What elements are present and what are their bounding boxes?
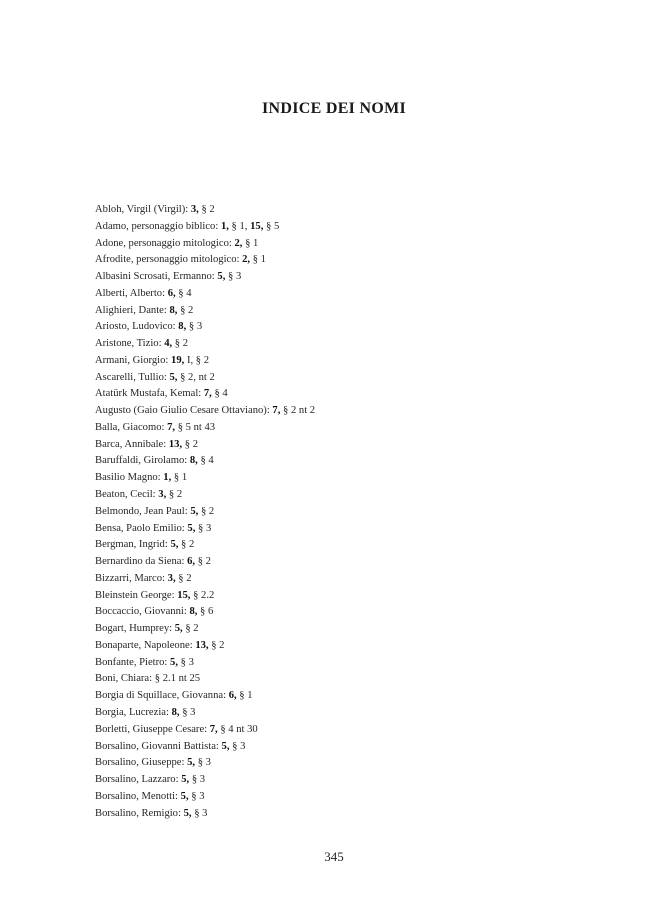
entry-section-ref: § 3 <box>182 706 196 718</box>
entry-chapter-ref: 7, <box>272 405 281 417</box>
entry-chapter-ref: 3, <box>167 572 176 584</box>
index-entry <box>95 487 575 504</box>
entry-name: Borletti, Giuseppe Cesare: <box>95 723 208 735</box>
index-entry <box>95 604 575 621</box>
entry-section-ref: § 2, nt 2 <box>180 371 215 383</box>
index-entry <box>95 370 575 387</box>
entry-section-ref: § 4 <box>200 455 214 467</box>
entry-section-ref: § 1 <box>252 254 266 266</box>
entry-section-ref: § 3 <box>197 757 211 769</box>
entry-chapter-ref: 13, <box>168 438 183 450</box>
entry-section-ref: § 2 <box>211 639 225 651</box>
index-entry <box>95 521 575 538</box>
entry-name: Baruffaldi, Girolamo: <box>95 455 188 467</box>
entry-chapter-ref: 8, <box>189 455 198 467</box>
index-entry <box>95 621 575 638</box>
entry-chapter-ref: 5, <box>217 271 226 283</box>
entry-section-ref: § 2 <box>201 204 215 215</box>
index-entry <box>95 437 575 454</box>
entry-name: Basilio Magno: <box>95 472 161 484</box>
index-entry <box>95 202 575 219</box>
entry-name: Bogart, Humprey: <box>95 623 173 635</box>
entry-chapter-ref: 5, <box>170 539 179 551</box>
entry-name: Borsalino, Lazzaro: <box>95 774 179 786</box>
index-entry <box>95 806 575 823</box>
index-entry <box>95 386 575 403</box>
entry-section-ref: § 3 <box>180 656 194 668</box>
entry-section-ref: § 1, <box>231 220 248 232</box>
entry-chapter-ref: 5, <box>221 740 230 752</box>
index-entry <box>95 269 575 286</box>
index-entry <box>95 453 575 470</box>
index-entry <box>95 705 575 722</box>
entry-section-ref: § 2 nt 2 <box>283 405 316 417</box>
index-entry <box>95 571 575 588</box>
entry-name: Aristone, Tizio: <box>95 338 162 350</box>
entry-chapter-ref: 1, <box>163 472 172 484</box>
index-entry <box>95 739 575 756</box>
entry-chapter-ref: 3, <box>190 204 199 215</box>
entry-section-ref: § 2 <box>181 539 195 551</box>
index-entry <box>95 722 575 739</box>
entry-chapter-ref: 8, <box>178 321 187 333</box>
entry-name: Adone, personaggio mitologico: <box>95 237 232 249</box>
index-entry <box>95 236 575 253</box>
entry-name: Bernardino da Siena: <box>95 556 185 568</box>
entry-chapter-ref: 2, <box>234 237 243 249</box>
entry-name: Borgia, Lucrezia: <box>95 706 169 718</box>
entry-chapter-ref: 1, <box>220 220 229 232</box>
page-title: INDICE DEI NOMI <box>261 100 407 117</box>
entry-chapter-ref: 4, <box>164 338 173 350</box>
entry-chapter-ref: 7, <box>203 388 212 400</box>
index-entry <box>95 319 575 336</box>
entry-name: Bonaparte, Napoleone: <box>95 639 193 651</box>
entry-name: Bizzarri, Marco: <box>95 572 166 584</box>
entry-name: Augusto (Gaio Giulio Cesare Ottaviano): <box>95 405 270 417</box>
index-entry <box>95 303 575 320</box>
entry-chapter-ref: 5, <box>180 790 189 802</box>
index-entry <box>95 772 575 789</box>
index-entry <box>95 688 575 705</box>
entry-name: Bensa, Paolo Emilio: <box>95 522 185 534</box>
entry-name: Adamo, personaggio biblico: <box>95 220 219 232</box>
entry-chapter-ref: 5, <box>181 774 190 786</box>
entry-section-ref: § 2 <box>180 304 194 316</box>
entry-name: Balla, Giacomo: <box>95 421 165 433</box>
entry-name: Alighieri, Dante: <box>95 304 167 316</box>
entry-name: Boni, Chiara: <box>95 673 153 685</box>
index-entry <box>95 286 575 303</box>
index-entry <box>95 420 575 437</box>
entry-chapter-ref: 5, <box>190 505 199 517</box>
entry-chapter-ref: 5, <box>174 623 183 635</box>
entry-chapter-ref: 5, <box>187 522 196 534</box>
index-entry <box>95 671 575 688</box>
index-entry <box>95 588 575 605</box>
index-entry <box>95 504 575 521</box>
entry-section-ref: § 1 <box>173 472 188 484</box>
entry-name: Barca, Annibale: <box>95 438 167 450</box>
entry-name: Borsalino, Menotti: <box>95 790 178 802</box>
entry-name: Ascarelli, Tullio: <box>95 371 167 383</box>
entry-section-ref: § 3 <box>194 807 208 819</box>
entry-section-ref: § 3 <box>232 740 246 752</box>
entry-section-ref: § 2 <box>197 556 211 568</box>
entry-chapter-ref: 8, <box>189 606 198 618</box>
entry-section-ref: § 4 <box>178 287 192 299</box>
entry-name: Belmondo, Jean Paul: <box>95 505 188 517</box>
entry-chapter-ref: 7, <box>209 723 218 735</box>
entry-name: Atatürk Mustafa, Kemal: <box>95 388 202 400</box>
entry-chapter-ref: 7, <box>167 421 176 433</box>
entry-section-ref: § 4 <box>214 388 228 400</box>
entry-chapter-ref: 8, <box>169 304 178 316</box>
entry-name: Afrodite, personaggio mitologico: <box>95 254 240 266</box>
entry-section-ref: § 2 <box>184 438 198 450</box>
index-entry <box>95 789 575 806</box>
entry-section-ref: § 1 <box>239 690 253 702</box>
index-entry <box>95 638 575 655</box>
entry-section-ref: I, § 2 <box>186 354 210 366</box>
entry-chapter-ref: 5, <box>170 656 178 668</box>
entry-name: Armani, Giorgio: <box>95 354 169 366</box>
entry-section-ref: § 5 <box>266 220 280 232</box>
entry-chapter-ref: 5, <box>169 371 178 383</box>
index-entry <box>95 554 575 571</box>
name-index-list <box>95 202 575 822</box>
entry-chapter-ref: 6, <box>187 556 196 568</box>
entry-section-ref: § 3 <box>228 271 242 283</box>
entry-section-ref: § 2 <box>178 572 192 584</box>
entry-chapter-ref: 8, <box>171 706 180 718</box>
entry-section-ref: § 2 <box>185 623 199 635</box>
entry-section-ref: § 4 nt 30 <box>220 723 258 735</box>
entry-section-ref: § 2.1 nt 25 <box>154 673 201 685</box>
entry-chapter-ref: 2, <box>242 254 251 266</box>
entry-name: Beaton, Cecil: <box>95 489 156 501</box>
entry-name: Borgia di Squillace, Giovanna: <box>95 690 227 702</box>
page-number: 345 <box>324 849 344 864</box>
index-entry <box>95 353 575 370</box>
index-entry <box>95 537 575 554</box>
entry-chapter-ref: 5, <box>187 757 196 769</box>
entry-chapter-ref: 15, <box>250 220 264 232</box>
index-entry <box>95 655 575 672</box>
entry-section-ref: § 2.2 <box>193 589 215 601</box>
entry-name: Boccaccio, Giovanni: <box>95 606 187 618</box>
entry-name: Borsalino, Giuseppe: <box>95 757 185 769</box>
index-entry <box>95 470 575 487</box>
index-entry <box>95 403 575 420</box>
entry-chapter-ref: 3, <box>158 489 167 501</box>
entry-name: Borsalino, Giovanni Battista: <box>95 740 219 752</box>
entry-section-ref: § 2 <box>174 338 189 350</box>
entry-name: Ariosto, Ludovico: <box>95 321 176 333</box>
entry-name: Abloh, Virgil (Virgil): <box>95 204 189 215</box>
entry-chapter-ref: 13, <box>195 639 209 651</box>
entry-name: Bergman, Ingrid: <box>95 539 168 551</box>
entry-section-ref: § 2 <box>200 505 215 517</box>
entry-chapter-ref: 15, <box>177 589 191 601</box>
index-entry <box>95 252 575 269</box>
entry-name: Bonfante, Pietro: <box>95 656 168 668</box>
entry-section-ref: § 3 <box>188 321 203 333</box>
entry-name: Bleinstein George: <box>95 589 175 601</box>
entry-section-ref: § 6 <box>200 606 214 618</box>
entry-chapter-ref: 19, <box>171 354 185 366</box>
entry-name: Borsalino, Remigio: <box>95 807 181 819</box>
entry-section-ref: § 3 <box>191 790 205 802</box>
entry-section-ref: § 2 <box>168 489 183 501</box>
entry-section-ref: § 3 <box>198 522 212 534</box>
index-entry <box>95 219 575 236</box>
entry-section-ref: § 1 <box>245 237 259 249</box>
entry-name: Alberti, Alberto: <box>95 287 166 299</box>
entry-name: Albasini Scrosati, Ermanno: <box>95 271 215 283</box>
entry-chapter-ref: 6, <box>167 287 176 299</box>
entry-section-ref: § 3 <box>191 774 206 786</box>
entry-chapter-ref: 6, <box>228 690 237 702</box>
index-entry <box>95 336 575 353</box>
entry-section-ref: § 5 nt 43 <box>177 421 216 433</box>
index-entry <box>95 755 575 772</box>
entry-chapter-ref: 5, <box>183 807 192 819</box>
